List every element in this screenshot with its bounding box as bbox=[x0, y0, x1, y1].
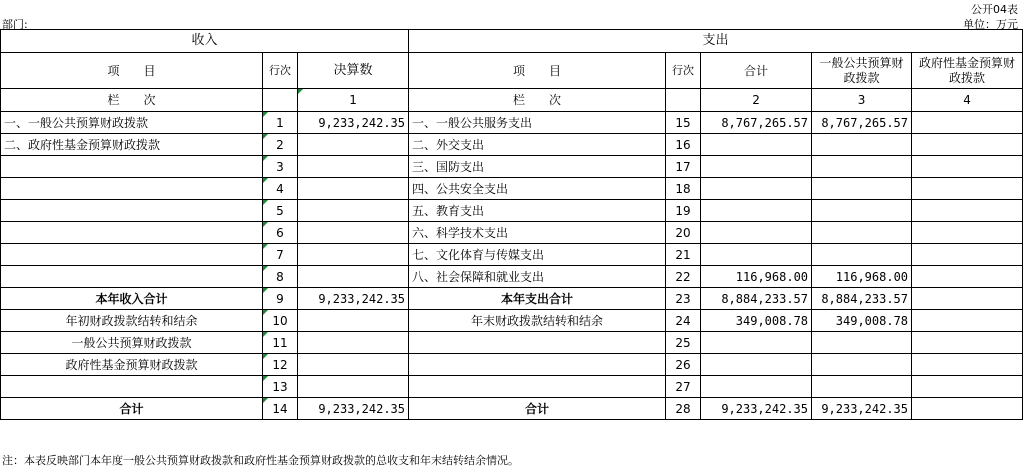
expense-fund bbox=[912, 178, 1023, 200]
income-amount: 9,233,242.35 bbox=[298, 112, 409, 134]
income-amount bbox=[298, 376, 409, 398]
income-item: 政府性基金预算财政拨款 bbox=[1, 354, 263, 376]
expense-total: 8,767,265.57 bbox=[701, 112, 812, 134]
expense-fund bbox=[912, 376, 1023, 398]
unit-label: 单位：万元 bbox=[963, 18, 1018, 31]
footnote: 注：本表反映部门本年度一般公共预算财政拨款和政府性基金预算财政拨款的总收支和年末结转结余情况。 bbox=[2, 454, 519, 467]
table-row bbox=[1, 200, 1023, 222]
expense-general: 116,968.00 bbox=[812, 266, 912, 288]
expense-general: 8,767,265.57 bbox=[812, 112, 912, 134]
expense-row-no: 17 bbox=[666, 156, 701, 178]
expense-general bbox=[812, 134, 912, 156]
income-column-label: 栏 次 bbox=[1, 89, 263, 112]
income-amount: 9,233,242.35 bbox=[298, 398, 409, 420]
income-item: 合计 bbox=[1, 398, 263, 420]
income-item: 本年收入合计 bbox=[1, 288, 263, 310]
expense-item: 二、外交支出 bbox=[409, 134, 666, 156]
income-rowno-header: 行次 bbox=[263, 53, 298, 89]
income-row-no: 1 bbox=[263, 112, 298, 134]
income-amount bbox=[298, 156, 409, 178]
expense-general bbox=[812, 332, 912, 354]
expense-general: 349,008.78 bbox=[812, 310, 912, 332]
expense-general bbox=[812, 376, 912, 398]
income-row-no: 7 bbox=[263, 244, 298, 266]
income-amount bbox=[298, 310, 409, 332]
expense-row-no: 25 bbox=[666, 332, 701, 354]
income-amount bbox=[298, 332, 409, 354]
gov-fund-header: 政府性基金预算财政拨款 bbox=[919, 55, 1016, 85]
income-item: 一般公共预算财政拨款 bbox=[1, 332, 263, 354]
income-row-no: 6 bbox=[263, 222, 298, 244]
expense-fund bbox=[912, 354, 1023, 376]
expense-total bbox=[701, 178, 812, 200]
income-row-no: 11 bbox=[263, 332, 298, 354]
expense-row-no: 24 bbox=[666, 310, 701, 332]
expense-fund bbox=[912, 244, 1023, 266]
expense-fund bbox=[912, 134, 1023, 156]
expense-item: 三、国防支出 bbox=[409, 156, 666, 178]
expense-fund bbox=[912, 398, 1023, 420]
department-label: 部门: bbox=[2, 18, 28, 31]
expense-row-no: 26 bbox=[666, 354, 701, 376]
income-row-no: 10 bbox=[263, 310, 298, 332]
income-row-no: 4 bbox=[263, 178, 298, 200]
expense-fund bbox=[912, 156, 1023, 178]
expense-row-no: 19 bbox=[666, 200, 701, 222]
expense-general bbox=[812, 244, 912, 266]
table-row bbox=[1, 112, 1023, 134]
income-amount bbox=[298, 178, 409, 200]
expense-column-label: 栏 次 bbox=[409, 89, 666, 112]
expense-general: 8,884,233.57 bbox=[812, 288, 912, 310]
expense-row-no: 20 bbox=[666, 222, 701, 244]
expense-total bbox=[701, 376, 812, 398]
expense-total bbox=[701, 332, 812, 354]
expense-item: 五、教育支出 bbox=[409, 200, 666, 222]
expense-column-rowno bbox=[666, 89, 701, 112]
expense-general bbox=[812, 222, 912, 244]
expense-row-no: 18 bbox=[666, 178, 701, 200]
expense-total: 8,884,233.57 bbox=[701, 288, 812, 310]
expense-fund bbox=[912, 200, 1023, 222]
income-amount bbox=[298, 266, 409, 288]
expense-item-header: 项 目 bbox=[409, 53, 666, 89]
expense-fund bbox=[912, 288, 1023, 310]
income-row-no: 14 bbox=[263, 398, 298, 420]
income-item-header: 项 目 bbox=[1, 53, 263, 89]
expense-item: 八、社会保障和就业支出 bbox=[409, 266, 666, 288]
budget-table bbox=[0, 29, 1023, 420]
income-item bbox=[1, 266, 263, 288]
expense-fund bbox=[912, 112, 1023, 134]
column-number-3: 3 bbox=[812, 89, 912, 112]
income-item: 年初财政拨款结转和结余 bbox=[1, 310, 263, 332]
income-amount bbox=[298, 244, 409, 266]
expense-fund bbox=[912, 332, 1023, 354]
table-row bbox=[1, 178, 1023, 200]
general-budget-header: 一般公共预算财政拨款 bbox=[819, 55, 904, 85]
income-row-no: 3 bbox=[263, 156, 298, 178]
table-row bbox=[1, 156, 1023, 178]
expense-fund bbox=[912, 222, 1023, 244]
table-row bbox=[1, 354, 1023, 376]
expense-general bbox=[812, 200, 912, 222]
income-amount bbox=[298, 134, 409, 156]
expense-general bbox=[812, 156, 912, 178]
income-row-no: 8 bbox=[263, 266, 298, 288]
expense-item bbox=[409, 332, 666, 354]
income-amount bbox=[298, 222, 409, 244]
column-number-1: 1 bbox=[298, 89, 409, 112]
expense-item: 四、公共安全支出 bbox=[409, 178, 666, 200]
expense-fund bbox=[912, 310, 1023, 332]
column-number-4: 4 bbox=[912, 89, 1023, 112]
expense-row-no: 16 bbox=[666, 134, 701, 156]
income-item bbox=[1, 376, 263, 398]
expense-item: 六、科学技术支出 bbox=[409, 222, 666, 244]
expense-item: 七、文化体育与传媒支出 bbox=[409, 244, 666, 266]
expense-item bbox=[409, 354, 666, 376]
income-row-no: 9 bbox=[263, 288, 298, 310]
expense-item: 年末财政拨款结转和结余 bbox=[409, 310, 666, 332]
income-row-no: 12 bbox=[263, 354, 298, 376]
total-header: 合计 bbox=[701, 53, 812, 89]
expense-total bbox=[701, 156, 812, 178]
income-amount bbox=[298, 200, 409, 222]
table-row bbox=[1, 310, 1023, 332]
expense-row-no: 22 bbox=[666, 266, 701, 288]
expense-total: 116,968.00 bbox=[701, 266, 812, 288]
form-code: 公开04表 bbox=[971, 3, 1018, 16]
expense-total: 9,233,242.35 bbox=[701, 398, 812, 420]
expense-row-no: 27 bbox=[666, 376, 701, 398]
table-row bbox=[1, 376, 1023, 398]
income-amount: 9,233,242.35 bbox=[298, 288, 409, 310]
expense-total bbox=[701, 222, 812, 244]
income-row-no: 2 bbox=[263, 134, 298, 156]
final-amount-header: 决算数 bbox=[298, 53, 409, 89]
income-column-rowno bbox=[263, 89, 298, 112]
gov-fund-header-cell bbox=[912, 53, 1023, 89]
table-row bbox=[1, 398, 1023, 420]
expense-general: 9,233,242.35 bbox=[812, 398, 912, 420]
income-item bbox=[1, 200, 263, 222]
expense-item: 一、一般公共服务支出 bbox=[409, 112, 666, 134]
table-row bbox=[1, 244, 1023, 266]
expense-fund bbox=[912, 266, 1023, 288]
income-item bbox=[1, 156, 263, 178]
expense-total: 349,008.78 bbox=[701, 310, 812, 332]
expense-total bbox=[701, 200, 812, 222]
expense-total bbox=[701, 354, 812, 376]
expense-row-no: 23 bbox=[666, 288, 701, 310]
table-row bbox=[1, 266, 1023, 288]
expense-item: 本年支出合计 bbox=[409, 288, 666, 310]
income-item bbox=[1, 244, 263, 266]
expense-total bbox=[701, 244, 812, 266]
expense-item: 合计 bbox=[409, 398, 666, 420]
income-row-no: 13 bbox=[263, 376, 298, 398]
expense-row-no: 21 bbox=[666, 244, 701, 266]
expense-general bbox=[812, 178, 912, 200]
expense-row-no: 28 bbox=[666, 398, 701, 420]
general-budget-header-cell bbox=[812, 53, 912, 89]
table-row bbox=[1, 332, 1023, 354]
expense-row-no: 15 bbox=[666, 112, 701, 134]
table-row bbox=[1, 288, 1023, 310]
expense-rowno-header: 行次 bbox=[666, 53, 701, 89]
expense-header: 支出 bbox=[409, 30, 1023, 53]
income-item bbox=[1, 222, 263, 244]
column-number-2: 2 bbox=[701, 89, 812, 112]
table-row bbox=[1, 134, 1023, 156]
table-row bbox=[1, 222, 1023, 244]
expense-total bbox=[701, 134, 812, 156]
income-amount bbox=[298, 354, 409, 376]
income-item: 二、政府性基金预算财政拨款 bbox=[1, 134, 263, 156]
income-item: 一、一般公共预算财政拨款 bbox=[1, 112, 263, 134]
income-item bbox=[1, 178, 263, 200]
income-row-no: 5 bbox=[263, 200, 298, 222]
income-header: 收入 bbox=[1, 30, 409, 53]
expense-item bbox=[409, 376, 666, 398]
expense-general bbox=[812, 354, 912, 376]
